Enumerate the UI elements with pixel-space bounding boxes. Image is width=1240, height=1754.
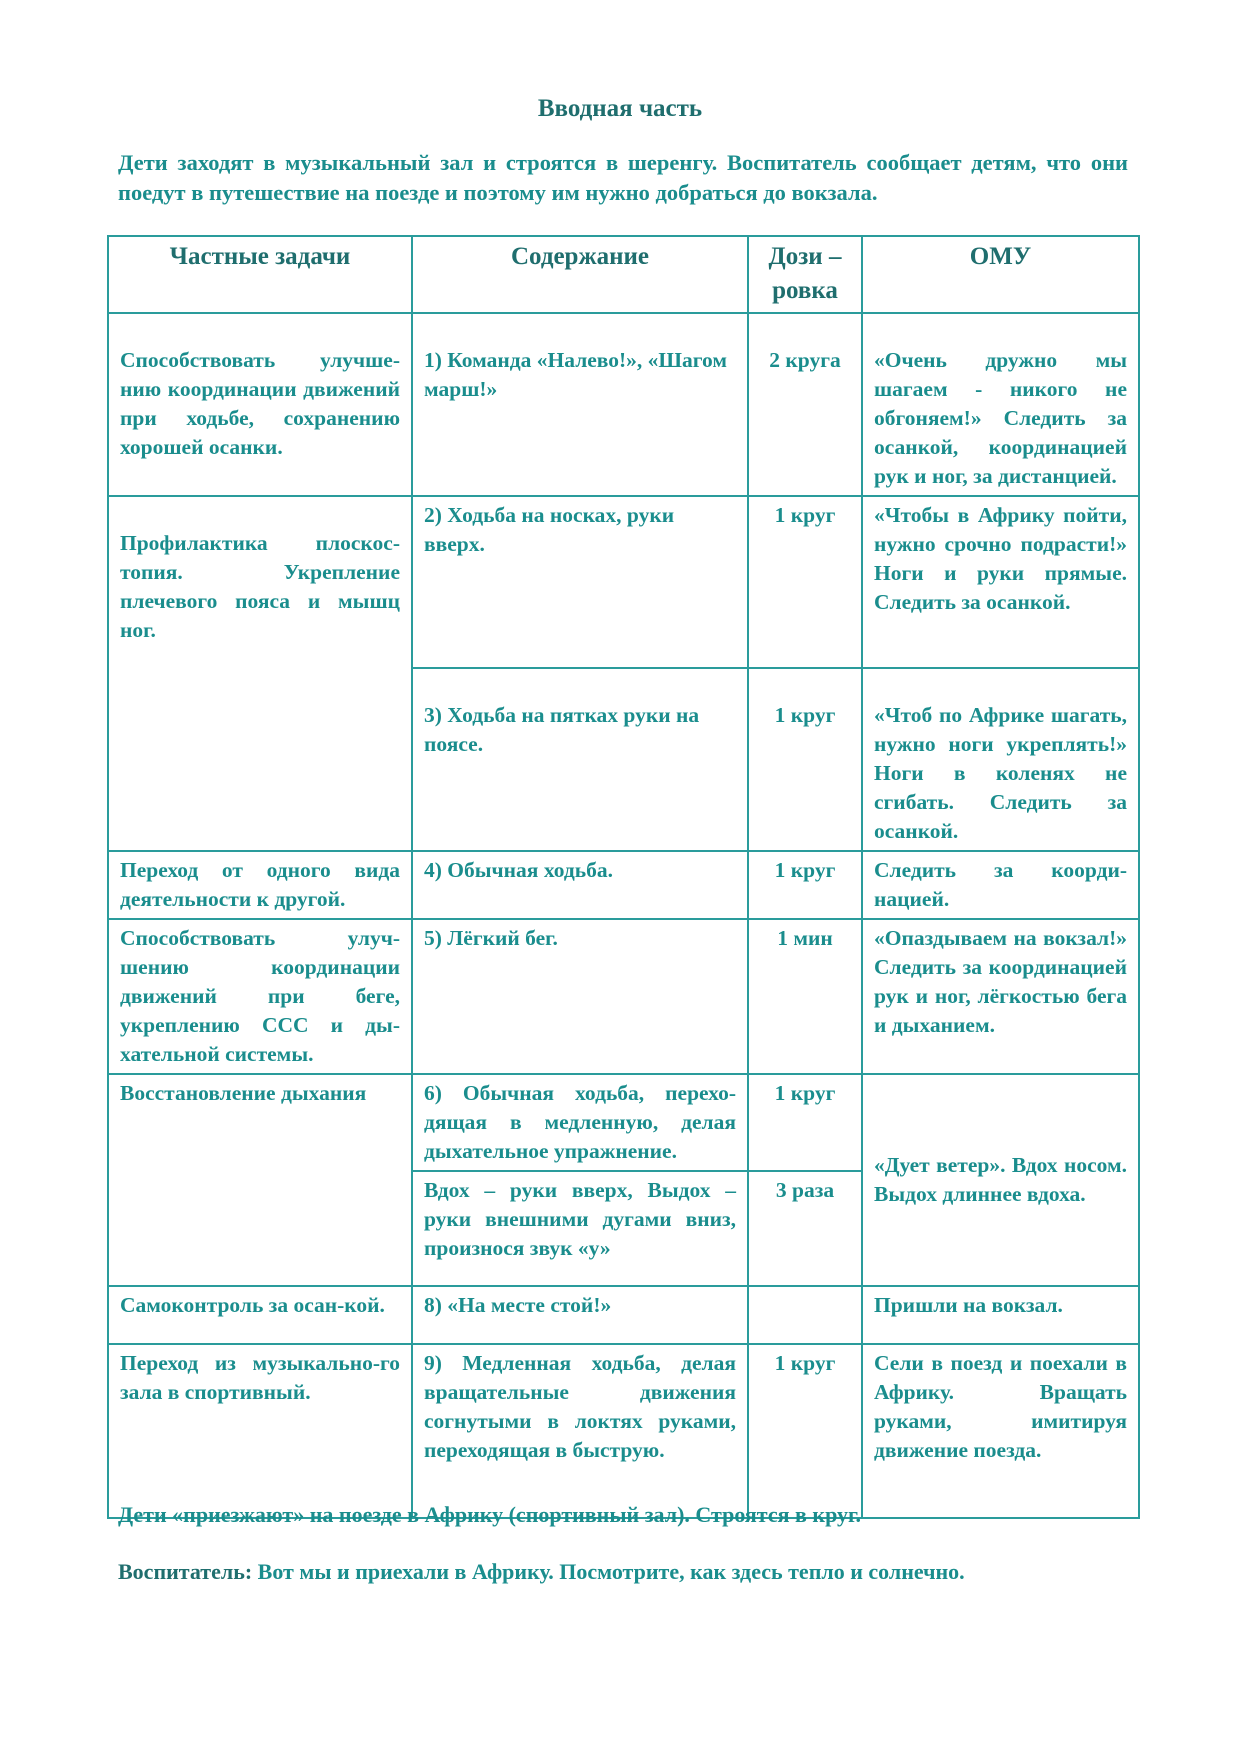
outro-paragraph: Дети «приезжают» на поезде в Африку (спортивный зал). Строятся в круг. [118,1502,862,1527]
content-cell: 9) Медленная ходьба, делая вращательные движения согнутыми в локтях руками, переходящая в быструю. [412,1344,748,1518]
header-dose-line1: Дози – [768,243,842,270]
task-cell: Самоконтроль за осан-кой. [108,1286,412,1344]
content-cell: 3) Ходьба на пятках руки на поясе. [412,668,748,851]
omu-cell: «Дует ветер». Вдох носом. Выдох длиннее вдоха. [862,1074,1139,1286]
content-cell: 1) Команда «Налево!», «Шагом марш!» [412,313,748,496]
dose-cell: 2 круга [748,313,862,496]
table-row [108,851,1139,919]
table-row [108,1286,1139,1344]
omu-cell: «Чтобы в Африку пойти, нужно срочно подрасти!» Ноги и руки прямые. Следить за осанкой. [862,496,1139,668]
table-row [108,496,1139,668]
dose-cell: 1 круг [748,1074,862,1171]
table-row [108,919,1139,1074]
omu-cell: Следить за коорди-нацией. [862,851,1139,919]
header-tasks: Частные задачи [108,236,412,313]
omu-cell: Сели в поезд и поехали в Африку. Вращать руками, имитируя движение поезда. [862,1344,1139,1518]
task-cell: Переход из музыкально-го зала в спортивный. [108,1344,412,1518]
dose-cell [748,1286,862,1344]
intro-paragraph: Дети заходят в музыкальный зал и строятся в шеренгу. Воспитатель сообщает детям, что они поедут в путешествие на поезде и поэтому им нужно добраться до вокзала. [118,150,1128,205]
dose-cell: 1 круг [748,1344,862,1518]
content-cell: 8) «На месте стой!» [412,1286,748,1344]
content-cell: 6) Обычная ходьба, перехо-дящая в медленную, делая дыхательное упражнение. [412,1074,748,1171]
dose-cell: 1 круг [748,668,862,851]
task-cell: Способствовать улуч-шению координации движений при беге, укреплению ССС и ды-хательной системы. [108,919,412,1074]
task-cell: Способствовать улучше-нию координации движений при ходьбе, сохранению хорошей осанки. [108,313,412,496]
header-dose [748,236,862,313]
lesson-table [107,235,1140,1519]
teacher-label: Воспитатель: [118,1559,253,1584]
dose-cell: 1 мин [748,919,862,1074]
dose-cell: 1 круг [748,496,862,668]
table-row [108,1074,1139,1171]
header-content: Содержание [412,236,748,313]
task-cell: Восстановление дыхания [108,1074,412,1286]
content-cell: 5) Лёгкий бег. [412,919,748,1074]
omu-cell: «Опаздываем на вокзал!» Следить за координацией рук и ног, лёгкостью бега и дыханием. [862,919,1139,1074]
content-cell: 4) Обычная ходьба. [412,851,748,919]
omu-cell: «Очень дружно мы шагаем - никого не обгоняем!» Следить за осанкой, координацией рук и ног, за дистанцией. [862,313,1139,496]
teacher-speech: Вот мы и приехали в Африку. Посмотрите, как здесь тепло и солнечно. [257,1559,965,1584]
omu-cell: Пришли на вокзал. [862,1286,1139,1344]
task-cell: Профилактика плоскос-топия. Укрепление плечевого пояса и мышц ног. [108,496,412,851]
table-header-row [108,236,1139,313]
table-row [108,1344,1139,1518]
task-cell: Переход от одного вида деятельности к другой. [108,851,412,919]
section-title: Вводная часть [537,95,703,122]
header-dose-line2: ровка [772,277,838,304]
teacher-line [118,1557,965,1587]
header-omu: ОМУ [862,236,1139,313]
content-cell: Вдох – руки вверх, Выдох – руки внешними дугами вниз, произнося звук «у» [412,1171,748,1286]
content-cell: 2) Ходьба на носках, руки вверх. [412,496,748,668]
dose-cell: 1 круг [748,851,862,919]
dose-cell: 3 раза [748,1171,862,1286]
table-row [108,313,1139,496]
omu-cell: «Чтоб по Африке шагать, нужно ноги укреплять!» Ноги в коленях не сгибать. Следить за осанкой. [862,668,1139,851]
